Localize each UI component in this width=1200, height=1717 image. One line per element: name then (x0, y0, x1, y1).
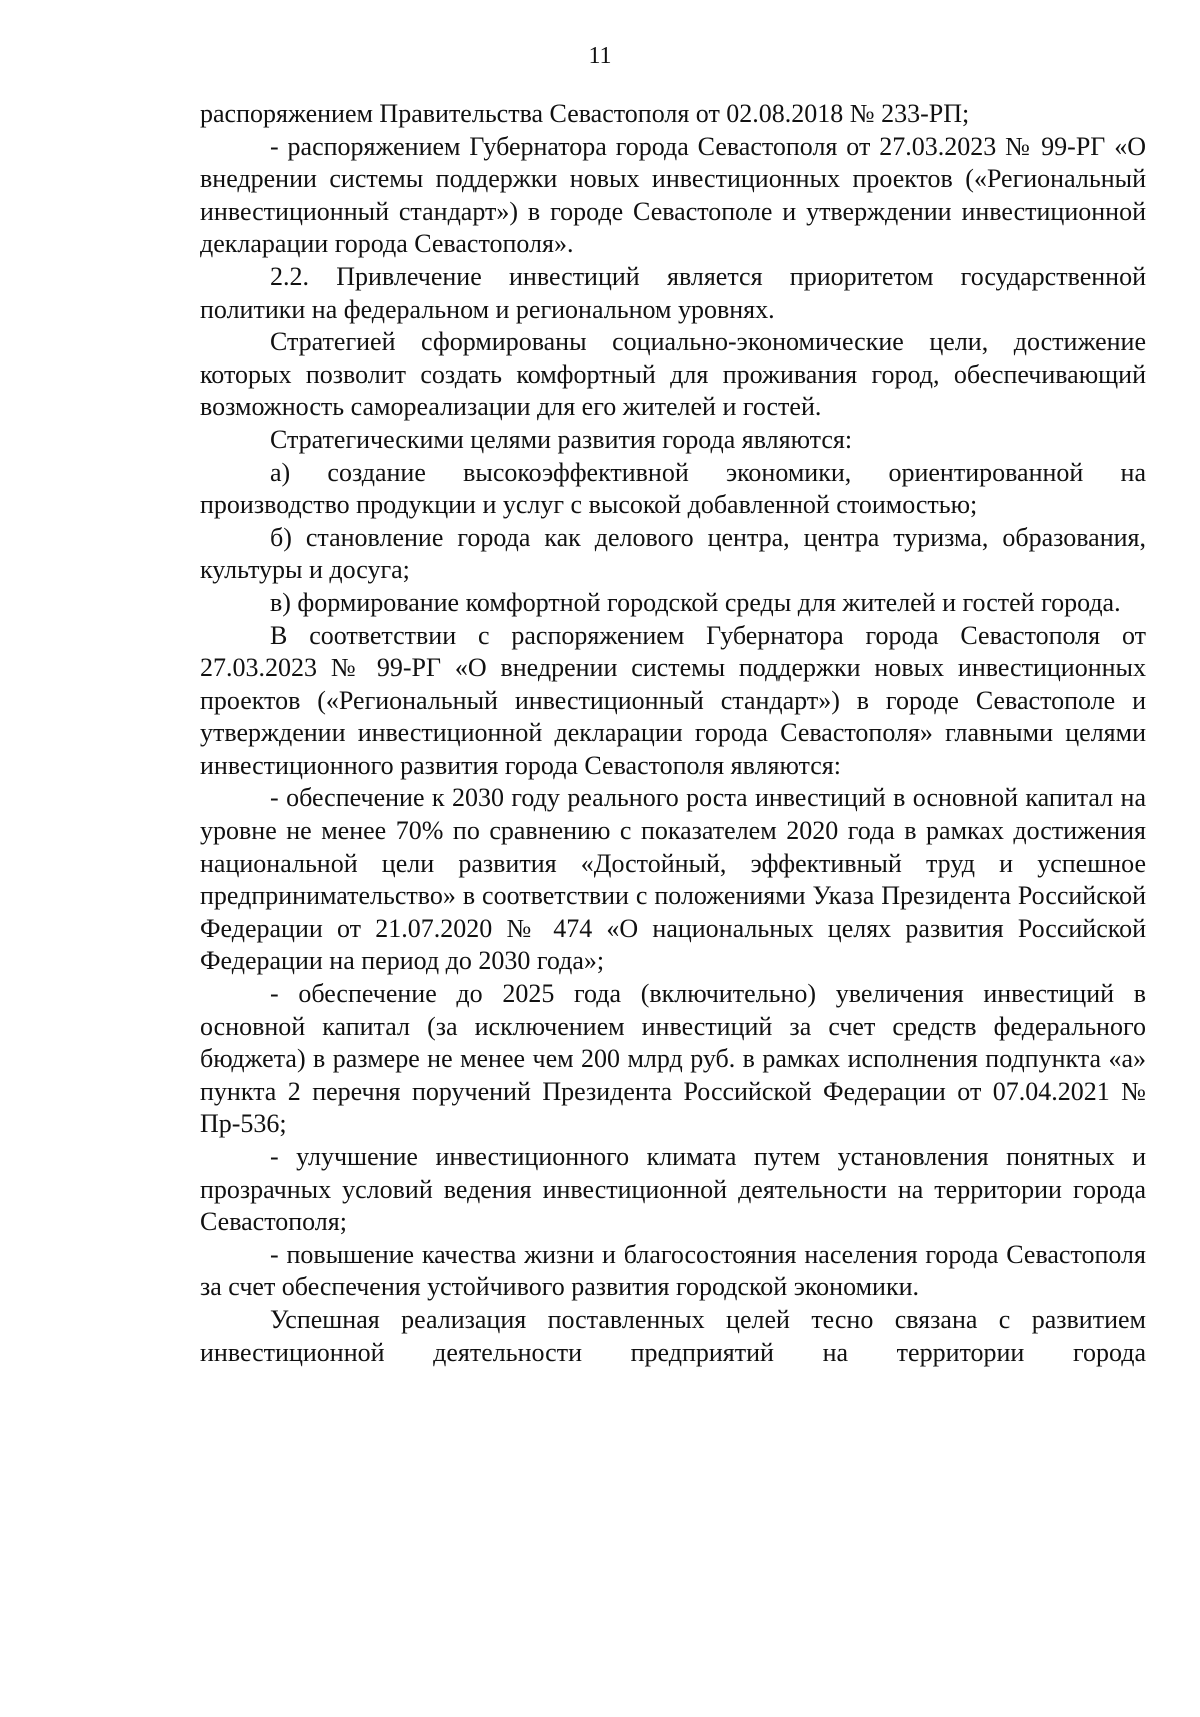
paragraph: Стратегическими целями развития города являются: (270, 424, 853, 454)
paragraph: - распоряжением Губернатора города Севастополя от 27.03.2023 № 99-РГ «О внедрении системы поддержки новых инвестиционных проектов («Региональный инвестиционный стандарт») в городе Севастополе и утверждении инвестиционной декларации города Севастополя». (200, 131, 1146, 259)
paragraph: - обеспечение к 2030 году реального роста инвестиций в основной капитал на уровне не менее 70% по сравнению с показателем 2020 года в рамках достижения национальной цели развития «Достойный, эффективный труд и успешное предпринимательство» в соответствии с положениями Указа Президента Российской Федерации от 21.07.2020 № 474 «О национальных целях развития Российской Федерации на период до 2030 года»; (200, 783, 1146, 976)
paragraph: в) формирование комфортной городской среды для жителей и гостей города. (270, 587, 1121, 617)
paragraph: В соответствии с распоряжением Губернатора города Севастополя от 27.03.2023 № 99-РГ «О внедрении системы поддержки новых инвестиционных проектов («Региональный инвестиционный стандарт») в городе Севастополе и утверждении инвестиционной декларации города Севастополя» главными целями инвестиционного развития города Севастополя являются: (200, 620, 1146, 780)
paragraph: - улучшение инвестиционного климата путем установления понятных и прозрачных условий ведения инвестиционной деятельности на территории города Севастополя; (200, 1142, 1146, 1237)
paragraph: Стратегией сформированы социально-экономические цели, достижение которых позволит создать комфортный для проживания город, обеспечивающий возможность самореализации для его жителей и гостей. (200, 327, 1146, 422)
paragraph: б) становление города как делового центра, центра туризма, образования, культуры и досуга; (200, 522, 1146, 585)
paragraph: 2.2. Привлечение инвестиций является приоритетом государственной политики на федеральном и региональном уровнях. (200, 261, 1146, 324)
paragraph: - повышение качества жизни и благосостояния населения города Севастополя за счет обеспечения устойчивого развития городской экономики. (200, 1239, 1146, 1302)
page-number: 11 (588, 43, 612, 69)
paragraph: - обеспечение до 2025 года (включительно) увеличения инвестиций в основной капитал (за исключением инвестиций за счет средств федерального бюджета) в размере не менее чем 200 млрд руб. в рамках исполнения подпункта «а» пункта 2 перечня поручений Президента Российской Федерации от 07.04.2021 № Пр-536; (200, 979, 1146, 1139)
paragraph: Успешная реализация поставленных целей тесно связана с развитием инвестиционной деятельности предприятий на территории города (200, 1304, 1146, 1367)
paragraph: а) создание высокоэффективной экономики, ориентированной на производство продукции и услуг с высокой добавленной стоимостью; (200, 457, 1146, 520)
paragraph: распоряжением Правительства Севастополя от 02.08.2018 № 233-РП; (200, 99, 970, 128)
document-body (200, 98, 1146, 1369)
